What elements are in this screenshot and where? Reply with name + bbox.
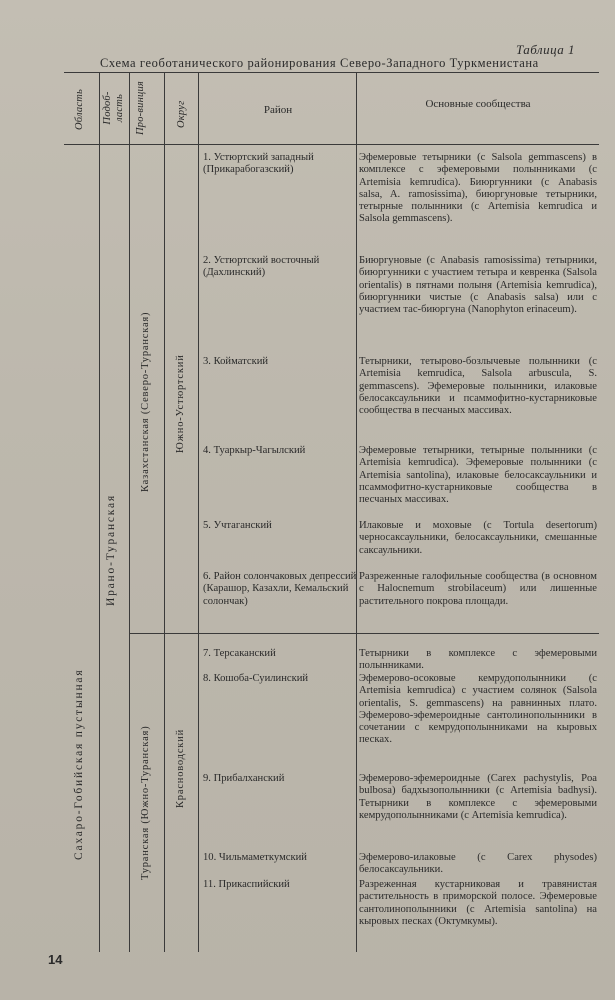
col-divider-1 (99, 72, 100, 952)
col-divider-4 (198, 72, 199, 952)
header-soobshchestva: Основные сообщества (425, 98, 531, 110)
rayon-2: 2. Устюртский восточный (Дахлинский) (203, 255, 320, 279)
community-4: Эфемеровые тетырники, тетырные полынники (с Artemisia kemrudica). Эфемеровые полынники (с Artemisia santolina), илаковые белосаксаульники и псаммофитно-кустарниковые сообщества в песчаных массивах. (359, 445, 597, 506)
community-2: Биюргуновые (с Anabasis ramosissima) тетырники, биюргунники с участием тетыра и кевренка (Salsola orientalis) в пятнами полыня (Artemisia kemrudica), биюргунники чистые (с Anabasis salsa) или с участием тас-биюргуна (Nanophyton erinaceum). (359, 255, 597, 316)
header-oblast: Область (74, 89, 85, 130)
header-bottom-border (64, 144, 599, 145)
rayon-10: 10. Чильмаметкумский (203, 852, 307, 863)
header-rayon: Район (263, 104, 293, 116)
province-2: Туранская (Южно-Туранская) (140, 725, 151, 880)
table-top-border (64, 72, 599, 73)
rayon-8: 8. Кошоба-Суилинский (203, 673, 309, 684)
community-5: Илаковые и моховые (с Tortula desertorum) черносаксаульники, белосаксаульники, смешанные саксаульники. (359, 520, 597, 556)
rayon-5: 5. Учтаганский (203, 520, 272, 531)
header-provintsiya (135, 78, 147, 138)
rayon-9: 9. Прибалханский (203, 773, 285, 784)
rayon-1: 1. Устюртский западный (Прикарабогазский) (203, 152, 314, 176)
page-number: 14 (48, 952, 63, 967)
community-8: Эфемерово-осоковые кемрудополынники (с Artemisia kemrudica) с участием солянок (Salsola orientalis, S. gemmascens) на равнинных плато. Эфемерово-эфемероидные сантолинополынники в сочетании с кемрудополынниками на кыровых песках. (359, 673, 597, 746)
rayon-11: 11. Прикаспийский (203, 879, 290, 890)
header-podoblast (102, 78, 126, 138)
col-divider-5 (356, 72, 357, 952)
rayon-6: 6. Район солончаковых депрессий (Карашор, Казахли, Кемальский солончак) (203, 571, 357, 607)
okrug-1: Южно-Устюртский (175, 354, 186, 453)
header-podoblast-text: Подоб-ласть (102, 91, 125, 125)
community-7: Тетырники в комплексе с эфемеровыми полынниками. (359, 648, 597, 672)
header-okrug: Округ (176, 100, 187, 128)
rayon-7: 7. Терсаканский (203, 648, 276, 659)
rayon-4: 4. Туаркыр-Чагылский (203, 445, 306, 456)
podoblast-value: Ирано-Туранская (105, 493, 117, 606)
community-11: Разреженная кустарниковая и травянистая растительность в приморской полосе. Эфемеровые сантолинополынники (с Artemisia santolina) на кыровых песках (Октумкумы). (359, 879, 597, 927)
oblast-value: Сахаро-Гобийская пустынная (73, 668, 85, 860)
community-3: Тетырники, тетырово-бозлычевые полынники (с Artemisia kemrudica, Salsola arbuscula, S. gemmascens). Эфемеровые полынники, илаковые белосаксаульники и псаммофитно-кустарниковые сообщества в песчаных массивах. (359, 356, 597, 417)
okrug-2: Красноводский (175, 728, 186, 808)
col-divider-2 (129, 72, 130, 952)
table-title: Схема геоботанического районирования Северо-Западного Туркменистана (100, 56, 539, 70)
community-6: Разреженные галофильные сообщества (в основном с Halocnemum strobilaceum) или лишенные растительного покрова площади. (359, 571, 597, 607)
province-separator (129, 633, 599, 634)
province-1: Казахстанская (Северо-Туранская) (140, 311, 151, 492)
community-1: Эфемеровые тетырники (с Salsola gemmascens) в комплексе с эфемеровыми полынниками (с Artemisia kemrudica). Биюргунники (с Anabasis salsa, A. ramosissima), биюргуновые тетырники, тетырные полынники (с Artemisia kemrudica и Salsola gemmascens). (359, 152, 597, 225)
community-9: Эфемерово-эфемероидные (Carex pachystylis, Poa bulbosa) бадхызополынники (с Artemisia badhysi). Тетырники в комплексе с эфемеровыми кемрудополынниками (с Artemisia kemrudica). (359, 773, 597, 821)
col-divider-3 (164, 72, 165, 952)
community-10: Эфемерово-илаковые (с Carex physodes) белосаксаульники. (359, 852, 597, 876)
rayon-3: 3. Койматский (203, 356, 269, 367)
header-provintsiya-text: Про-винция (135, 81, 146, 135)
table-label: Таблица 1 (515, 42, 575, 57)
